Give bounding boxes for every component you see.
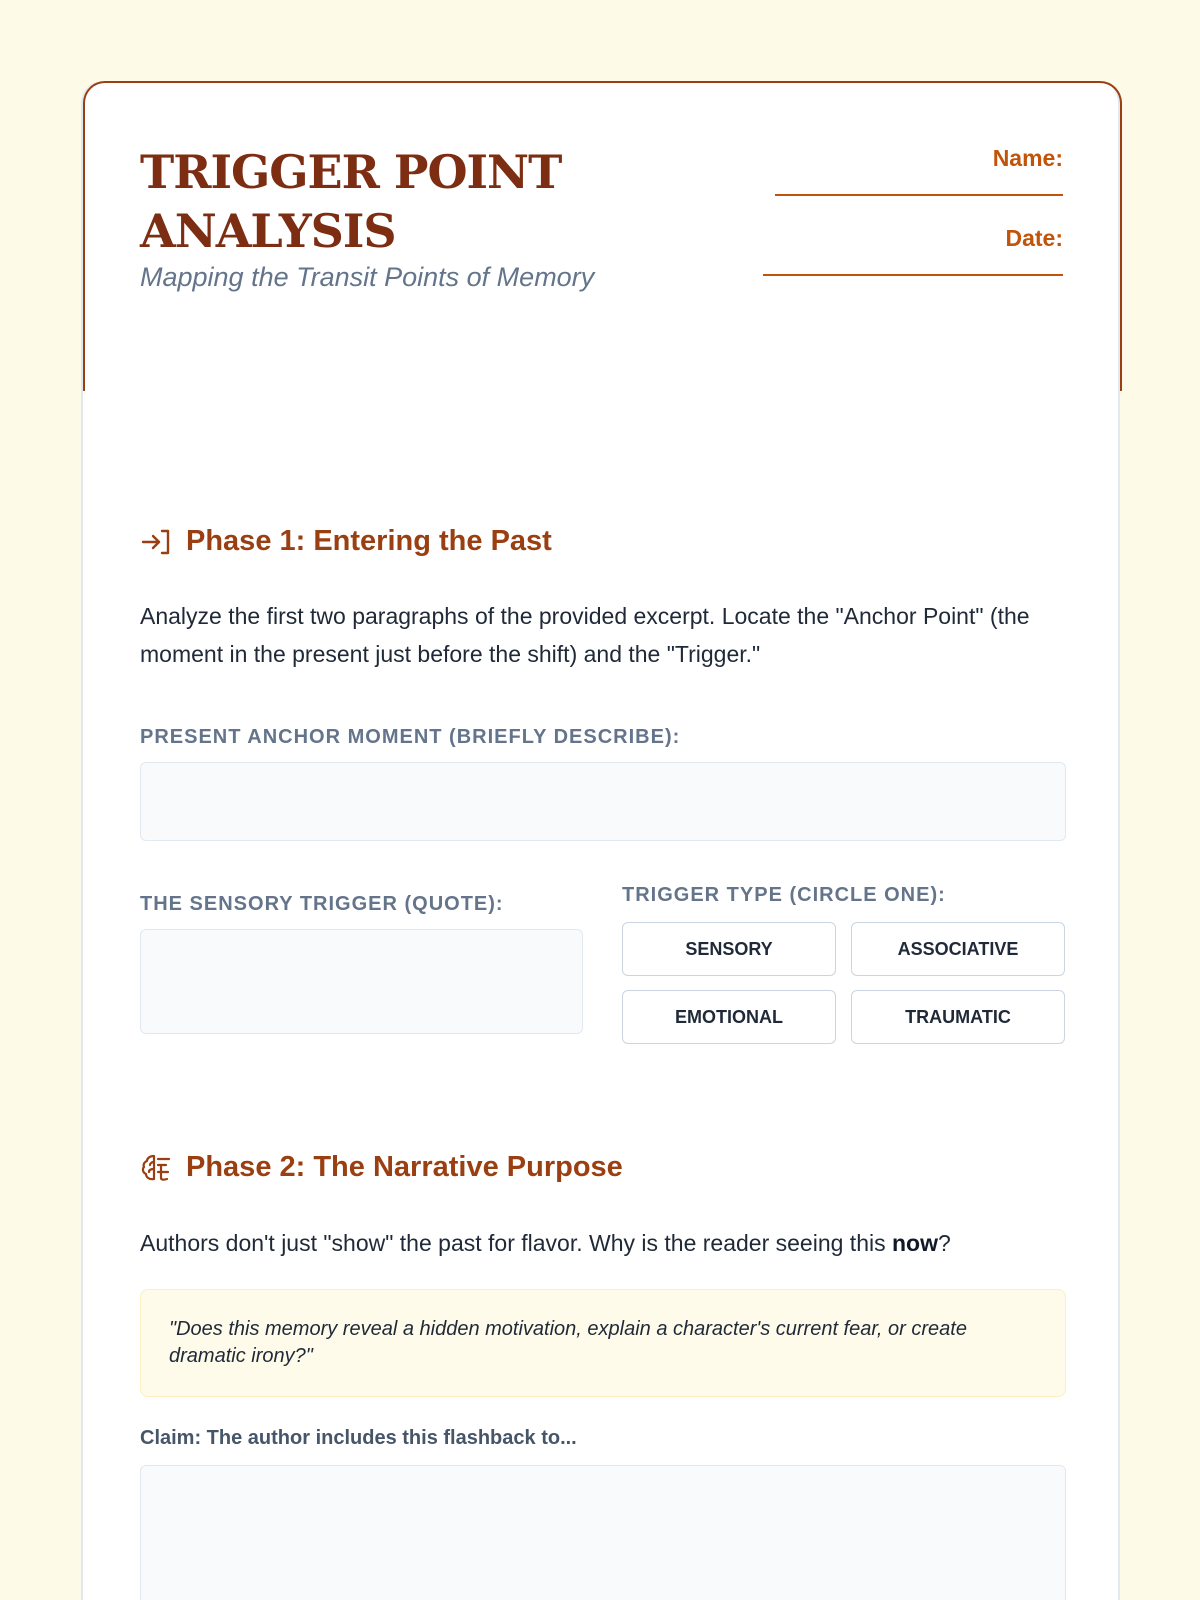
name-field[interactable] — [775, 145, 1063, 196]
phase1-title: Phase 1: Entering the Past — [186, 525, 552, 557]
phase2-intro — [140, 1224, 1070, 1262]
name-label: Name: — [992, 145, 1063, 171]
trigger-type-traumatic[interactable]: TRAUMATIC — [851, 990, 1065, 1044]
anchor-label: PRESENT ANCHOR MOMENT (BRIEFLY DESCRIBE): — [140, 726, 681, 748]
trigger-type-associative[interactable]: ASSOCIATIVE — [851, 922, 1065, 976]
claim-label: Claim: The author includes this flashback to... — [140, 1427, 577, 1449]
claim-input[interactable] — [140, 1465, 1066, 1600]
phase1-instructions: Analyze the first two paragraphs of the provided excerpt. Locate the "Anchor Point" (the moment in the present just before the shift) and the "Trigger." — [140, 603, 1030, 667]
phase2-intro-end: ? — [937, 1230, 951, 1256]
anchor-input[interactable] — [140, 762, 1066, 841]
trigger-type-options — [622, 922, 1066, 1044]
trigger-quote-input[interactable] — [140, 929, 583, 1034]
phase2-intro-emphasis: now — [891, 1230, 938, 1256]
trigger-type-emotional[interactable]: EMOTIONAL — [622, 990, 836, 1044]
enter-icon — [140, 526, 172, 558]
date-label: Date: — [1005, 225, 1063, 251]
name-line[interactable] — [775, 194, 1063, 196]
guiding-question: "Does this memory reveal a hidden motivation, explain a character's current fear, or create dramatic irony?" — [140, 1289, 1066, 1397]
trigger-quote-label: THE SENSORY TRIGGER (QUOTE): — [140, 893, 504, 915]
phase2-title: Phase 2: The Narrative Purpose — [186, 1151, 623, 1183]
phase2-intro-text: Authors don't just "show" the past for flavor. Why is the reader seeing this — [140, 1230, 892, 1256]
date-line[interactable] — [763, 274, 1063, 276]
brain-icon — [140, 1152, 172, 1184]
page-subtitle: Mapping the Transit Points of Memory — [140, 262, 595, 292]
worksheet — [81, 81, 1120, 1600]
phase1-heading — [140, 525, 552, 558]
page-title: TRIGGER POINT ANALYSIS — [140, 145, 562, 258]
phase2-heading — [140, 1151, 623, 1184]
date-field[interactable] — [763, 225, 1063, 276]
trigger-type-label: TRIGGER TYPE (CIRCLE ONE): — [622, 884, 946, 906]
trigger-type-sensory[interactable]: SENSORY — [622, 922, 836, 976]
